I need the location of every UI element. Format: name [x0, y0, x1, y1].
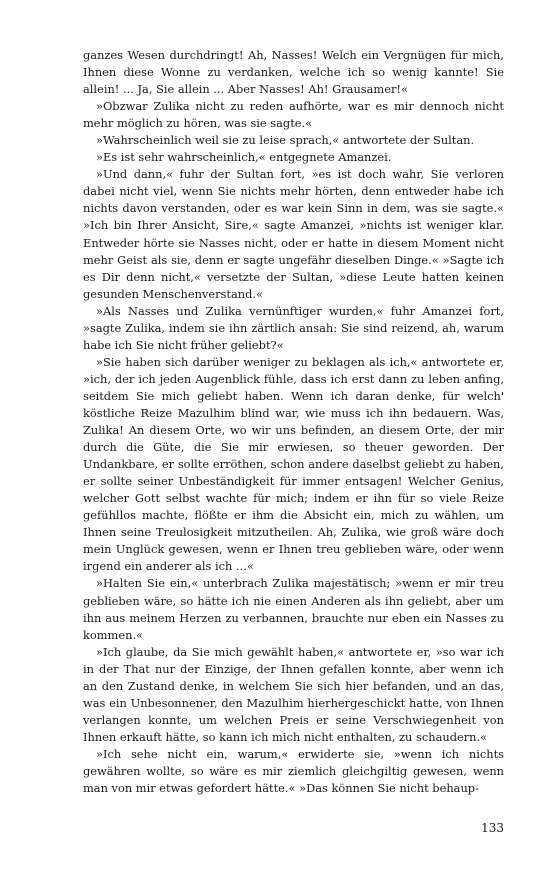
page-number: 133 [481, 821, 504, 835]
paragraph-5: »Und dann,« fuhr der Sultan fort, »es ist doch wahr, Sie verloren dabei nicht viel, wenn Sie nichts mehr hörten, denn entweder habe ich nichts davon verstanden, oder es war kein Sinn in dem, was sie sagte.« »Ich bin Ihrer Ansicht, Sire,« sagte Amanzei, »nichts ist weniger klar. Entweder hörte sie Nasses nicht, oder er hatte in diesem Moment nicht mehr Geist als sie, denn er sagte ungefähr dieselben Dinge.« »Sagte ich es Dir denn nicht,« versetzte der Sultan, »diese Leute hatten keinen gesunden Menschenverstand.« [83, 167, 504, 301]
paragraph-8: »Halten Sie ein,« unterbrach Zulika majestätisch; »wenn er mir treu geblieben wäre, so hätte ich nie einen Anderen als ihn geliebt, aber um ihn aus meinem Herzen zu verbannen, brauchte nur eben ein Nasses zu kommen.« [83, 576, 504, 642]
paragraph-10: »Ich sehe nicht ein, warum,« erwiderte sie, »wenn ich nichts gewähren wollte, so wäre es mir ziemlich gleichgiltig gewesen, wenn man von mir etwas gefordert hätte.« »Das können Sie nicht behaup- [83, 746, 504, 796]
paragraph-2: »Obzwar Zulika nicht zu reden aufhörte, war es mir dennoch nicht mehr möglich zu hören, was sie sagte.« [83, 99, 504, 131]
book-page-text [83, 47, 504, 797]
paragraph-9: »Ich glaube, da Sie mich gewählt haben,« antwortete er, »so war ich in der That nur der Einzige, der Ihnen gefallen konnte, aber wenn ich an den Zustand denke, in welchem Sie sich hier befanden, und an das, was ein Unbesonnener, den Mazulhim hierhergeschickt hatte, von Ihnen verlangen konnte, um welchen Preis er seine Verschwiegenheit von Ihnen erkauft hätte, so kann ich mich nicht enthalten, zu schaudern.« [83, 644, 504, 744]
paragraph-4: »Es ist sehr wahrscheinlich,« entgegnete Amanzei. [96, 150, 392, 165]
paragraph-1: ganzes Wesen durchdringt! Ah, Nasses! Welch ein Vergnügen für mich, Ihnen diese Wonne zu verdanken, welche ich so wenig kannte! Sie allein! ... Ja, Sie allein ... Aber Nasses! Ah! Grausamer!« [83, 48, 504, 97]
paragraph-3: »Wahrscheinlich weil sie zu leise sprach,« antwortete der Sultan. [96, 133, 475, 148]
paragraph-7: »Sie haben sich darüber weniger zu beklagen als ich,« antwortete er, »ich, der ich jeden Augenblick fühle, dass ich erst dann zu leben anfing, seitdem Sie mich geliebt haben. Wenn ich daran denke, für welch' köstliche Reize Mazulhim blind war, wie muss ich ihn bedauern. Was, Zulika! An diesem Orte, wo wir uns befinden, an diesem Orte, der mir durch die Güte, die Sie mir erwiesen, so theuer geworden. Der Undankbare, er sollte erröthen, schon andere daselbst geliebt zu haben, er sollte seiner Unbeständigkeit für immer entsagen! Welcher Genius, welcher Gott selbst wachte für mich; indem er ihn für so viele Reize gefühllos machte, flößte er ihm die Absicht ein, mich zu wählen, um Ihnen seine Treulosigkeit mitzutheilen. Ah, Zulika, wie groß wäre doch mein Unglück gewesen, wenn er Ihnen treu geblieben wäre, oder wenn irgend ein anderer als ich ...« [83, 354, 504, 574]
paragraph-6: »Als Nasses und Zulika vernünftiger wurden,« fuhr Amanzei fort, »sagte Zulika, indem sie ihn zärtlich ansah: Sie sind reizend, ah, warum habe ich Sie nicht früher geliebt?« [83, 303, 504, 352]
